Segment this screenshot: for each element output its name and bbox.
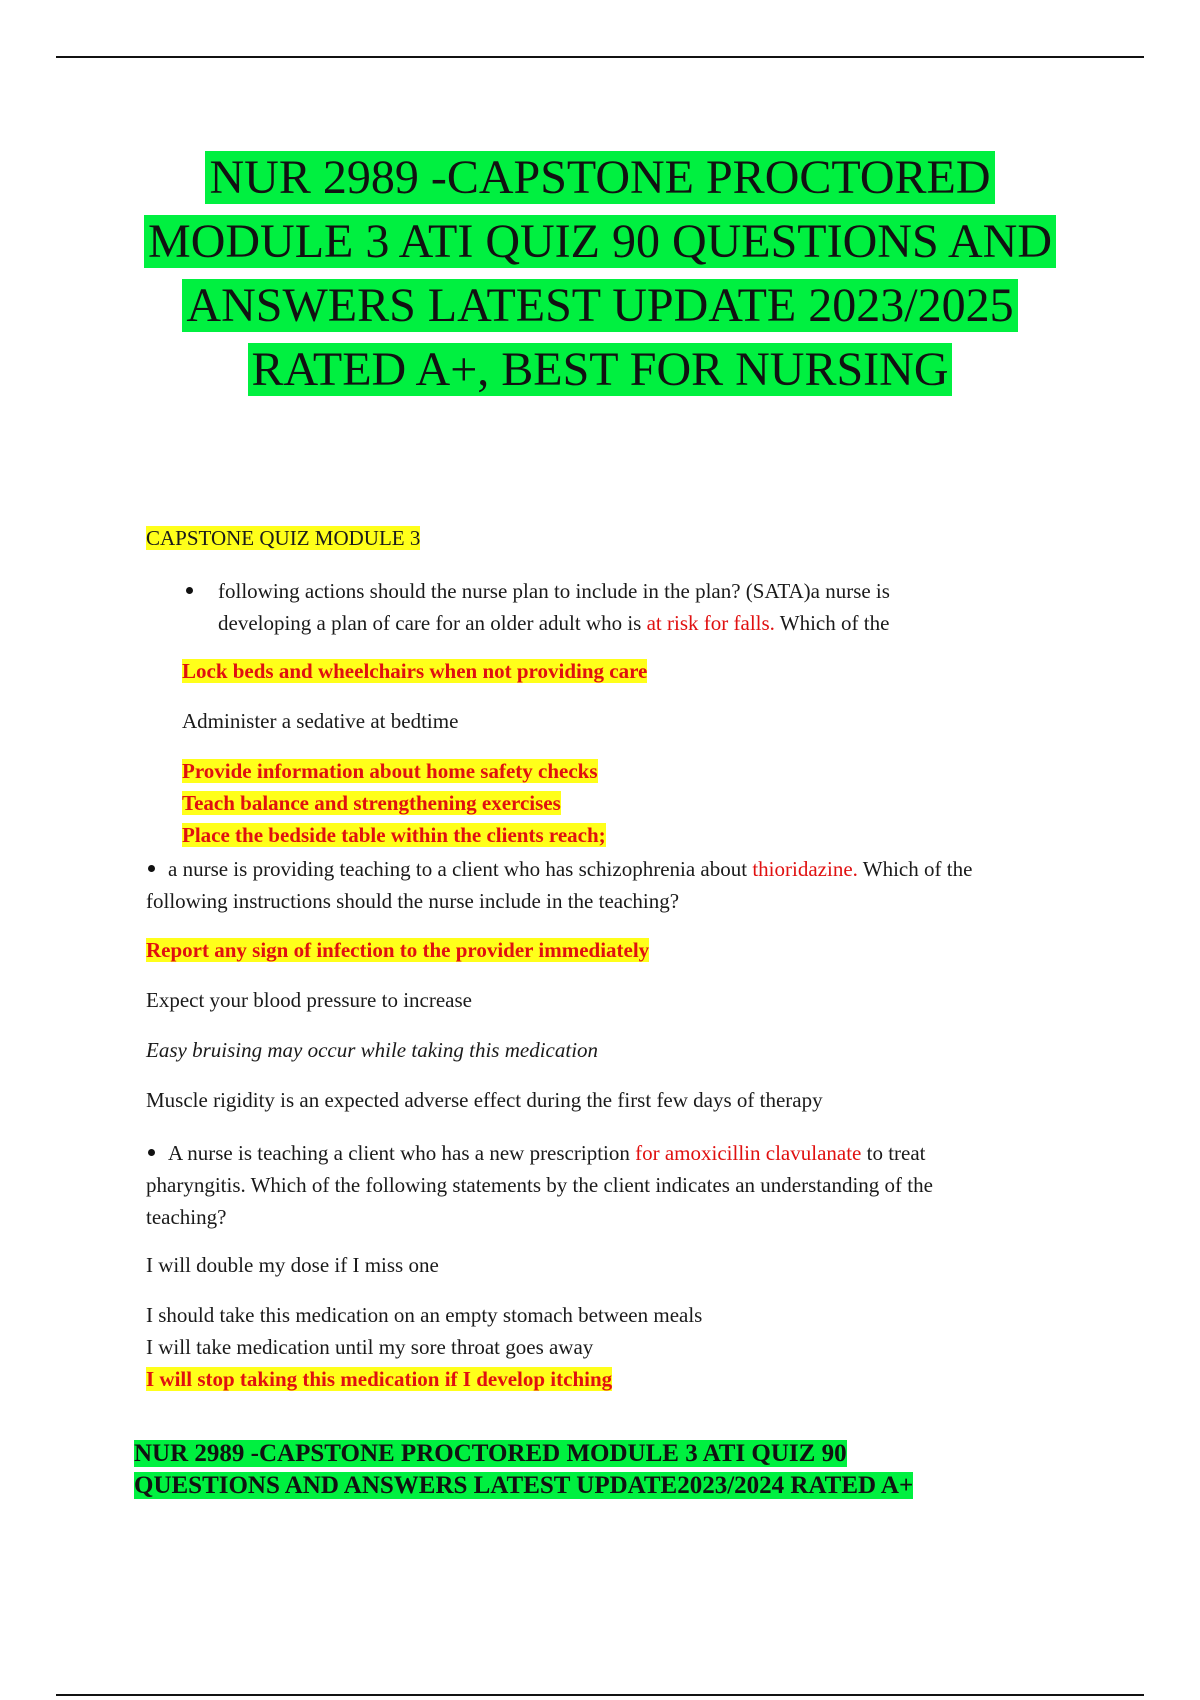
question-2-option-4: Muscle rigidity is an expected adverse effect during the first few days of therapy <box>146 1088 823 1112</box>
question-2-answer-1: Report any sign of infection to the provider immediately <box>146 938 650 962</box>
question-3-option-1: I will double my dose if I miss one <box>146 1253 439 1277</box>
question-3-option-2: I should take this medication on an empty stomach between meals <box>146 1303 703 1327</box>
bottom-rule <box>56 1694 1144 1696</box>
question-3-line-2: pharyngitis. Which of the following statements by the client indicates an understanding of the <box>146 1173 933 1197</box>
bullet-icon <box>148 865 155 872</box>
top-rule <box>56 56 1144 58</box>
question-3-option-3: I will take medication until my sore throat goes away <box>146 1335 594 1359</box>
question-2-option-3: Easy bruising may occur while taking this medication <box>146 1038 599 1062</box>
question-1-option-2: Administer a sedative at bedtime <box>182 709 459 733</box>
question-3-line-3: teaching? <box>146 1205 227 1229</box>
question-3-answer-4: I will stop taking this medication if I develop itching <box>146 1367 613 1391</box>
bullet-icon <box>148 1149 155 1156</box>
question-1-answer-4: Teach balance and strengthening exercises <box>182 791 561 815</box>
question-3-line-1: A nurse is teaching a client who has a new prescription for amoxicillin clavulanate to treat <box>168 1141 926 1165</box>
question-2-line-1: a nurse is providing teaching to a client who has schizophrenia about thioridazine. Which of the <box>168 857 973 881</box>
footer-title-line-1: NUR 2989 -CAPSTONE PROCTORED MODULE 3 ATI QUIZ 90 <box>134 1440 847 1467</box>
question-2-option-2: Expect your blood pressure to increase <box>146 988 472 1012</box>
title-line-4: RATED A+, BEST FOR NURSING <box>248 343 953 396</box>
question-1-answer-5: Place the bedside table within the clients reach; <box>182 823 606 847</box>
question-1-line-1: following actions should the nurse plan to include in the plan? (SATA)a nurse is <box>218 579 890 603</box>
title-line-1: NUR 2989 -CAPSTONE PROCTORED <box>205 151 994 204</box>
bullet-icon <box>186 587 193 594</box>
question-1-answer-3: Provide information about home safety checks <box>182 759 598 783</box>
title-line-2: MODULE 3 ATI QUIZ 90 QUESTIONS AND <box>144 215 1056 268</box>
footer-title-line-2: QUESTIONS AND ANSWERS LATEST UPDATE2023/2024 RATED A+ <box>134 1472 914 1499</box>
section-heading: CAPSTONE QUIZ MODULE 3 <box>146 526 421 550</box>
document-title <box>60 146 1140 402</box>
footer-title <box>134 1438 913 1502</box>
title-line-3: ANSWERS LATEST UPDATE 2023/2025 <box>182 279 1017 332</box>
question-2-line-2: following instructions should the nurse include in the teaching? <box>146 889 680 913</box>
question-1-line-2: developing a plan of care for an older adult who is at risk for falls. Which of the <box>218 611 890 635</box>
question-1-answer-1: Lock beds and wheelchairs when not providing care <box>182 659 648 683</box>
